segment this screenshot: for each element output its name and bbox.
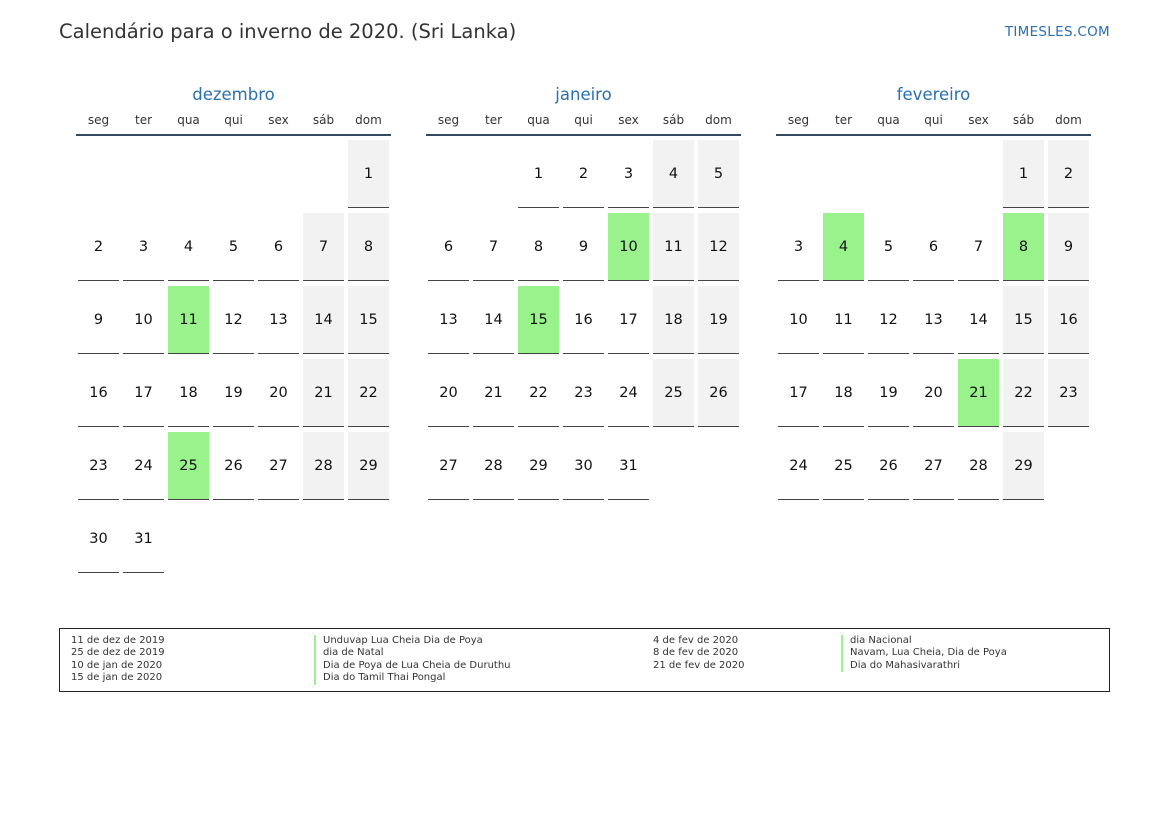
legend-date: 10 de jan de 2020: [71, 659, 163, 671]
legend-holiday-name: Dia de Poya de Lua Cheia de Duruthu: [314, 660, 511, 672]
weekday-label: ter: [834, 113, 853, 127]
day-cell[interactable]: 16: [78, 359, 119, 427]
week-row: [76, 359, 391, 432]
weekday-label: sáb: [662, 113, 685, 127]
day-cell[interactable]: 3: [778, 213, 819, 281]
day-cell[interactable]: 5: [213, 213, 254, 281]
day-cell[interactable]: 12: [868, 286, 909, 354]
weekday-label: qui: [924, 113, 943, 127]
legend-date: 25 de dez de 2019: [71, 647, 165, 659]
week-row: [76, 432, 391, 505]
day-cell[interactable]: 7: [303, 213, 344, 281]
day-cell[interactable]: 6: [258, 213, 299, 281]
day-cell[interactable]: 9: [563, 213, 604, 281]
day-cell[interactable]: 14: [303, 286, 344, 354]
day-cell[interactable]: 21: [473, 359, 514, 427]
week-row: [76, 140, 391, 213]
day-cell[interactable]: 8: [348, 213, 389, 281]
day-cell[interactable]: 28: [303, 432, 344, 500]
day-cell[interactable]: 17: [123, 359, 164, 427]
day-cell[interactable]: 4: [653, 140, 694, 208]
week-row: [776, 432, 1091, 505]
day-cell[interactable]: 23: [563, 359, 604, 427]
day-cell[interactable]: 22: [518, 359, 559, 427]
month-name: dezembro: [192, 85, 275, 104]
empty-day-cell: [958, 140, 999, 208]
day-cell[interactable]: 17: [778, 359, 819, 427]
empty-day-cell: [78, 140, 119, 208]
day-cell[interactable]: 6: [913, 213, 954, 281]
week-row: [776, 286, 1091, 359]
day-cell[interactable]: 31: [123, 505, 164, 573]
legend-date: 8 de fev de 2020: [653, 647, 739, 659]
day-cell[interactable]: 30: [563, 432, 604, 500]
weekday-label: sex: [618, 113, 639, 127]
holiday-day-cell[interactable]: 8: [1003, 213, 1044, 281]
day-cell[interactable]: 5: [868, 213, 909, 281]
day-cell[interactable]: 2: [1048, 140, 1089, 208]
day-cell[interactable]: 28: [473, 432, 514, 500]
day-cell[interactable]: 27: [428, 432, 469, 500]
day-cell[interactable]: 21: [303, 359, 344, 427]
holiday-day-cell[interactable]: 25: [168, 432, 209, 500]
empty-day-cell: [213, 140, 254, 208]
empty-day-cell: [913, 140, 954, 208]
weekday-header: [426, 112, 741, 136]
day-cell[interactable]: 12: [698, 213, 739, 281]
empty-day-cell: [698, 432, 739, 500]
legend-holiday-name: Dia do Tamil Thai Pongal: [314, 672, 511, 684]
legend-holiday-name: dia de Natal: [314, 647, 511, 659]
day-cell[interactable]: 13: [913, 286, 954, 354]
month-name: janeiro: [555, 85, 612, 104]
day-cell[interactable]: 26: [213, 432, 254, 500]
week-row: [776, 213, 1091, 286]
day-cell[interactable]: 13: [428, 286, 469, 354]
day-cell[interactable]: 19: [213, 359, 254, 427]
day-cell[interactable]: 17: [608, 286, 649, 354]
week-row: [76, 286, 391, 359]
empty-day-cell: [168, 505, 209, 573]
empty-day-cell: [168, 140, 209, 208]
day-cell[interactable]: 29: [1003, 432, 1044, 500]
day-cell[interactable]: 26: [868, 432, 909, 500]
empty-day-cell: [258, 505, 299, 573]
week-row: [426, 213, 741, 286]
legend-dates: [653, 635, 744, 672]
empty-day-cell: [123, 140, 164, 208]
empty-day-cell: [653, 432, 694, 500]
day-cell[interactable]: 8: [518, 213, 559, 281]
day-cell[interactable]: 25: [823, 432, 864, 500]
day-cell[interactable]: 29: [348, 432, 389, 500]
weekday-label: dom: [355, 113, 382, 127]
week-row: [426, 286, 741, 359]
weekday-label: qua: [177, 113, 200, 127]
day-cell[interactable]: 11: [823, 286, 864, 354]
weekday-label: seg: [787, 113, 810, 127]
day-cell[interactable]: 11: [653, 213, 694, 281]
day-cell[interactable]: 31: [608, 432, 649, 500]
legend-holiday-name: Navam, Lua Cheia, Dia de Poya: [841, 647, 1007, 659]
day-cell[interactable]: 2: [563, 140, 604, 208]
day-cell[interactable]: 19: [868, 359, 909, 427]
day-cell[interactable]: 18: [653, 286, 694, 354]
day-cell[interactable]: 9: [1048, 213, 1089, 281]
weekday-label: dom: [1055, 113, 1082, 127]
weekday-label: sáb: [1012, 113, 1035, 127]
day-cell[interactable]: 27: [258, 432, 299, 500]
day-cell[interactable]: 20: [913, 359, 954, 427]
weekday-label: ter: [484, 113, 503, 127]
legend-holiday-name: Unduvap Lua Cheia Dia de Poya: [314, 635, 511, 647]
day-cell[interactable]: 1: [518, 140, 559, 208]
empty-day-cell: [303, 505, 344, 573]
weekday-header: [776, 112, 1091, 136]
empty-day-cell: [213, 505, 254, 573]
weekday-header: [76, 112, 391, 136]
month-calendar: [426, 82, 741, 505]
day-cell[interactable]: 5: [698, 140, 739, 208]
day-grid: [76, 140, 391, 578]
weekday-label: qua: [877, 113, 900, 127]
legend-names: [314, 635, 511, 685]
empty-day-cell: [778, 140, 819, 208]
day-cell[interactable]: 30: [78, 505, 119, 573]
day-cell[interactable]: 28: [958, 432, 999, 500]
day-cell[interactable]: 10: [778, 286, 819, 354]
day-cell[interactable]: 24: [608, 359, 649, 427]
weekday-label: qui: [224, 113, 243, 127]
brand-link[interactable]: TIMESLES.COM: [1004, 24, 1110, 40]
day-cell[interactable]: 7: [958, 213, 999, 281]
empty-day-cell: [823, 140, 864, 208]
day-cell[interactable]: 24: [123, 432, 164, 500]
day-cell[interactable]: 7: [473, 213, 514, 281]
day-cell[interactable]: 26: [698, 359, 739, 427]
day-cell[interactable]: 15: [1003, 286, 1044, 354]
day-cell[interactable]: 3: [123, 213, 164, 281]
day-cell[interactable]: 27: [913, 432, 954, 500]
month-calendar: [76, 82, 391, 578]
legend-names: [841, 635, 1007, 672]
day-cell[interactable]: 22: [1003, 359, 1044, 427]
empty-day-cell: [1048, 432, 1089, 500]
day-cell[interactable]: 18: [823, 359, 864, 427]
day-cell[interactable]: 3: [608, 140, 649, 208]
day-cell[interactable]: 16: [1048, 286, 1089, 354]
day-cell[interactable]: 24: [778, 432, 819, 500]
empty-day-cell: [303, 140, 344, 208]
day-cell[interactable]: 19: [698, 286, 739, 354]
page-title: Calendário para o inverno de 2020. (Sri Lanka): [59, 20, 517, 43]
day-cell[interactable]: 23: [78, 432, 119, 500]
legend-dates: [71, 635, 165, 685]
empty-day-cell: [428, 140, 469, 208]
day-cell[interactable]: 2: [78, 213, 119, 281]
legend-holiday-name: dia Nacional: [841, 635, 1007, 647]
legend-date: 11 de dez de 2019: [71, 635, 165, 646]
holiday-day-cell[interactable]: 15: [518, 286, 559, 354]
weekday-label: sáb: [312, 113, 335, 127]
month-name: fevereiro: [896, 85, 971, 104]
day-cell[interactable]: 23: [1048, 359, 1089, 427]
holiday-day-cell[interactable]: 11: [168, 286, 209, 354]
day-cell[interactable]: 1: [1003, 140, 1044, 208]
week-row: [76, 505, 391, 578]
day-cell[interactable]: 13: [258, 286, 299, 354]
legend-date: 15 de jan de 2020: [71, 672, 163, 684]
legend-date: 4 de fev de 2020: [653, 635, 739, 646]
weekday-label: dom: [705, 113, 732, 127]
week-row: [776, 140, 1091, 213]
week-row: [76, 213, 391, 286]
day-cell[interactable]: 20: [428, 359, 469, 427]
day-cell[interactable]: 18: [168, 359, 209, 427]
empty-day-cell: [868, 140, 909, 208]
weekday-label: seg: [437, 113, 460, 127]
day-grid: [426, 140, 741, 505]
legend-holiday-name: Dia do Mahasivarathri: [841, 660, 1007, 672]
day-cell[interactable]: 29: [518, 432, 559, 500]
weekday-label: qui: [574, 113, 593, 127]
weekday-label: sex: [268, 113, 289, 127]
day-cell[interactable]: 14: [958, 286, 999, 354]
day-cell[interactable]: 20: [258, 359, 299, 427]
day-grid: [776, 140, 1091, 505]
day-cell[interactable]: 10: [123, 286, 164, 354]
day-cell[interactable]: 15: [348, 286, 389, 354]
empty-day-cell: [348, 505, 389, 573]
day-cell[interactable]: 4: [168, 213, 209, 281]
day-cell[interactable]: 14: [473, 286, 514, 354]
day-cell[interactable]: 9: [78, 286, 119, 354]
weekday-label: ter: [134, 113, 153, 127]
holiday-day-cell[interactable]: 10: [608, 213, 649, 281]
week-row: [426, 359, 741, 432]
week-row: [426, 432, 741, 505]
holiday-legend: [59, 628, 1110, 692]
month-calendar: [776, 82, 1091, 505]
day-cell[interactable]: 12: [213, 286, 254, 354]
weekday-label: sex: [968, 113, 989, 127]
day-cell[interactable]: 1: [348, 140, 389, 208]
week-row: [776, 359, 1091, 432]
empty-day-cell: [473, 140, 514, 208]
legend-date: 21 de fev de 2020: [653, 659, 745, 671]
day-cell[interactable]: 22: [348, 359, 389, 427]
day-cell[interactable]: 6: [428, 213, 469, 281]
weekday-label: qua: [527, 113, 550, 127]
holiday-day-cell[interactable]: 4: [823, 213, 864, 281]
empty-day-cell: [258, 140, 299, 208]
weekday-label: seg: [87, 113, 110, 127]
holiday-day-cell[interactable]: 21: [958, 359, 999, 427]
week-row: [426, 140, 741, 213]
day-cell[interactable]: 25: [653, 359, 694, 427]
day-cell[interactable]: 16: [563, 286, 604, 354]
